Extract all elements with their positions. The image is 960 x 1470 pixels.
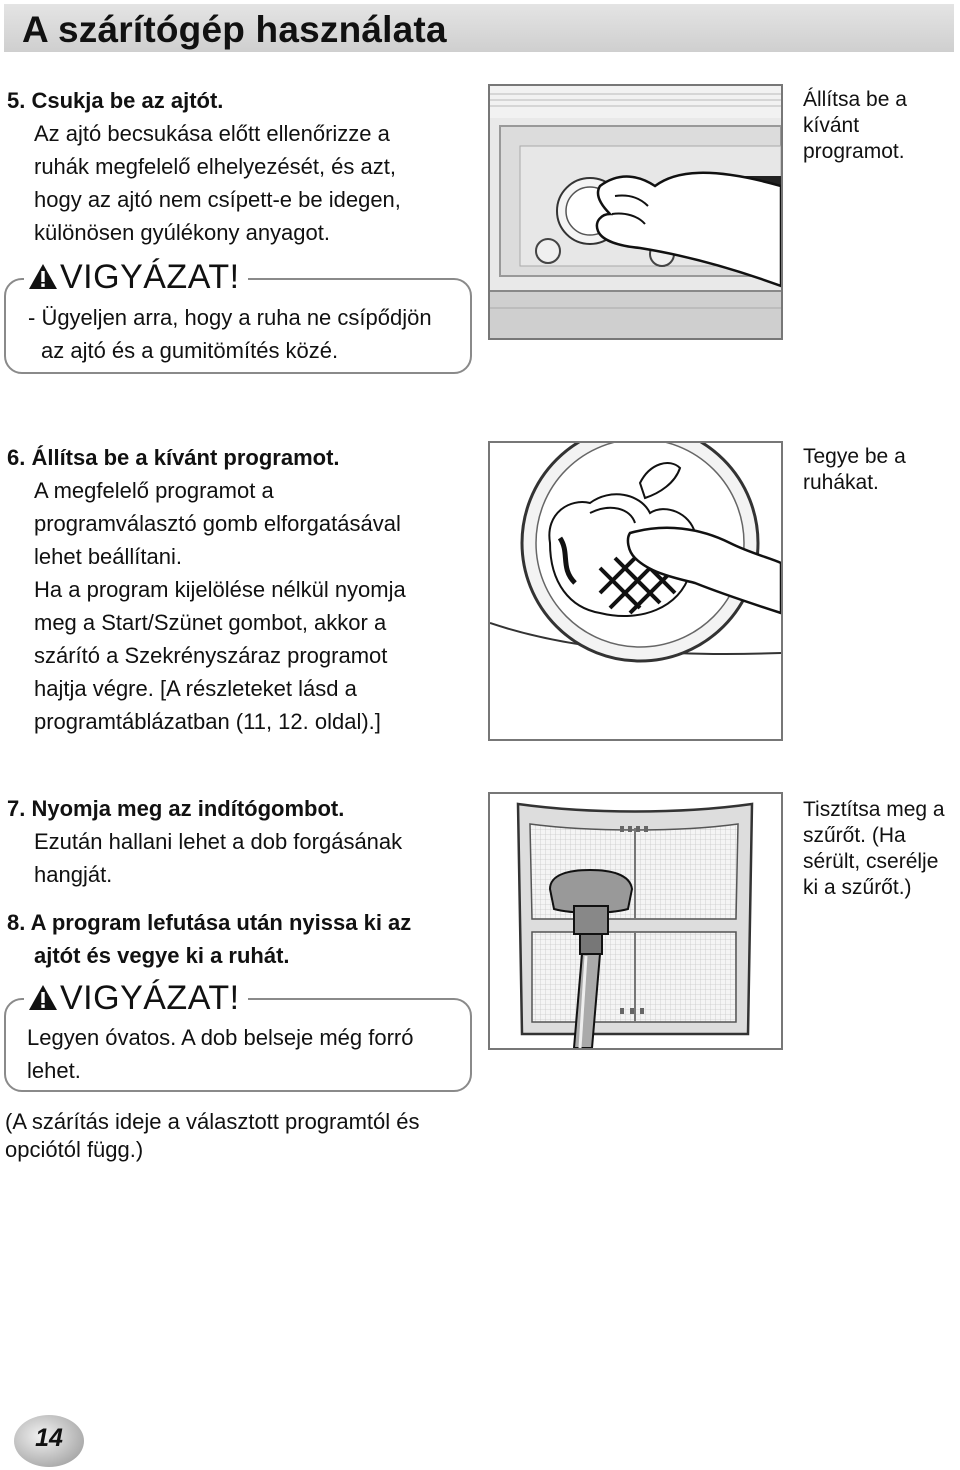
- step8-heading-line-2: ajtót és vegye ki a ruhát.: [34, 943, 290, 968]
- step8-caution-line-1: Legyen óvatos. A dob belseje még forró: [27, 1025, 414, 1050]
- step7-illustration-caption: Tisztítsa meg a szűrőt. (Ha sérült, cserélje ki a szűrőt.): [803, 798, 945, 899]
- warning-triangle-icon: [28, 984, 58, 1012]
- step8-heading-line-1: 8. A program lefutása után nyissa ki az: [7, 910, 412, 935]
- step5-caution-text: [28, 301, 458, 367]
- page-number-badge: [12, 1410, 86, 1468]
- page-number: 14: [35, 1424, 63, 1452]
- step8-section: [7, 906, 477, 972]
- filter-cleaning-illustration: [488, 792, 783, 1050]
- step6-line-1: A megfelelő programot a: [34, 478, 274, 503]
- footnote-line-1: (A szárítás ideje a választott programtól és: [5, 1109, 420, 1134]
- step6-heading: 6. Állítsa be a kívánt programot.: [7, 445, 340, 470]
- step8-caution-title: VIGYÁZAT!: [60, 979, 240, 1017]
- step6-line-6: szárító a Szekrényszáraz programot: [34, 643, 388, 668]
- control-knob-illustration: [488, 84, 783, 340]
- step5-line-1: Az ajtó becsukása előtt ellenőrizze a: [34, 121, 390, 146]
- step5-section: [7, 84, 477, 249]
- page-title: A szárítógép használata: [22, 9, 447, 50]
- step5-heading: 5. Csukja be az ajtót.: [7, 88, 224, 113]
- step6-line-7: hajtja végre. [A részleteket lásd a: [34, 676, 357, 701]
- step5-line-4: különösen gyúlékony anyagot.: [34, 220, 330, 245]
- loading-clothes-illustration: [488, 441, 783, 741]
- step5-caution-header: [24, 258, 248, 296]
- step6-line-3: lehet beállítani.: [34, 544, 182, 569]
- step7-heading: 7. Nyomja meg az indítógombot.: [7, 796, 345, 821]
- step5-caution-line-2: az ajtó és a gumitömítés közé.: [41, 338, 339, 363]
- step6-line-4: Ha a program kijelölése nélkül nyomja: [34, 577, 406, 602]
- step6-line-2: programválasztó gomb elforgatásával: [34, 511, 401, 536]
- step8-caution-header: [24, 979, 248, 1017]
- step8-caution-line-2: lehet.: [27, 1058, 81, 1083]
- warning-triangle-icon: [28, 263, 58, 291]
- step5-illustration-caption: Állítsa be a kívánt programot.: [803, 88, 907, 163]
- step5-caution-title: VIGYÁZAT!: [60, 258, 240, 296]
- step6-illustration-caption: Tegye be a ruhákat.: [803, 445, 906, 494]
- step5-line-3: hogy az ajtó nem csípett-e be idegen,: [34, 187, 401, 212]
- footnote-line-2: opciótól függ.): [5, 1137, 144, 1162]
- step6-line-5: meg a Start/Szünet gombot, akkor a: [34, 610, 387, 635]
- step7-line-1: Ezután hallani lehet a dob forgásának: [34, 829, 403, 854]
- step6-line-8: programtáblázatban (11, 12. oldal).]: [34, 709, 381, 734]
- step8-caution-text: [27, 1021, 457, 1087]
- footnote: [5, 1108, 485, 1164]
- step7-line-2: hangját.: [34, 862, 113, 887]
- step5-caution-line-1: - Ügyeljen arra, hogy a ruha ne csípődjön: [28, 305, 432, 330]
- page-title-bar: [4, 4, 954, 52]
- step7-section: [7, 792, 477, 891]
- step5-line-2: ruhák megfelelő elhelyezését, és azt,: [34, 154, 396, 179]
- step6-section: [7, 441, 477, 738]
